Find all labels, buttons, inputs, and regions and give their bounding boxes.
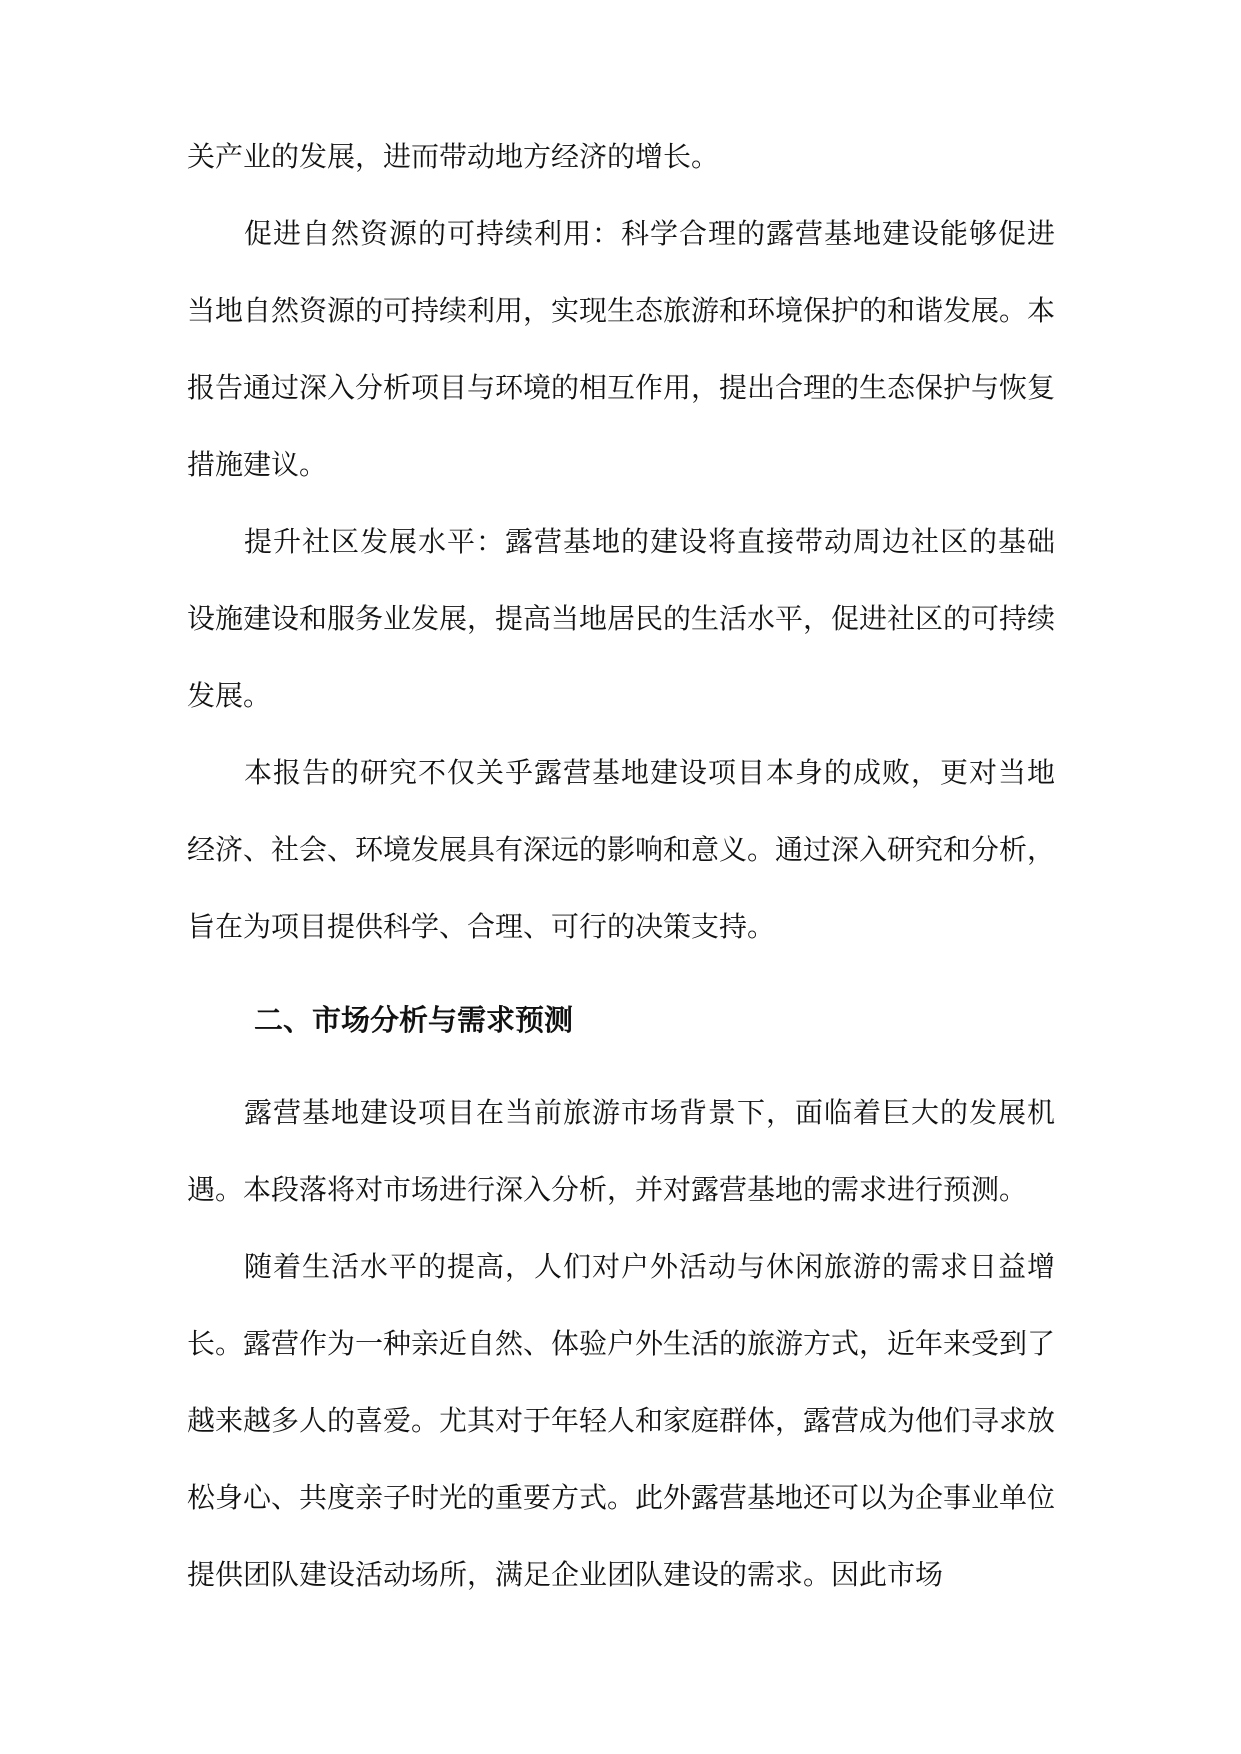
paragraph-market-demand: 随着生活水平的提高，人们对户外活动与休闲旅游的需求日益增长。露营作为一种亲近自然、体验户外生活的旅游方式，近年来受到了越来越多人的喜爱。尤其对于年轻人和家庭群体，露营成为他们寻求放松身心、共度亲子时光的重要方式。此外露营基地还可以为企事业单位提供团队建设活动场所，满足企业团队建设的需求。因此市场 (187, 1250, 1056, 1591)
paragraph-research-significance: 本报告的研究不仅关乎露营基地建设项目本身的成败，更对当地经济、社会、环境发展具有深远的影响和意义。通过深入研究和分析，旨在为项目提供科学、合理、可行的决策支持。 (187, 756, 1056, 943)
paragraph-market-intro: 露营基地建设项目在当前旅游市场背景下，面临着巨大的发展机遇。本段落将对市场进行深入分析，并对露营基地的需求进行预测。 (187, 1096, 1055, 1206)
section-heading: 二、市场分析与需求预测 (254, 1003, 574, 1037)
text-block-upper (187, 118, 1055, 965)
paragraph-natural-resources: 促进自然资源的可持续利用：科学合理的露营基地建设能够促进当地自然资源的可持续利用，实现生态旅游和环境保护的和谐发展。本报告通过深入分析项目与环境的相互作用，提出合理的生态保护与恢复措施建议。 (187, 217, 1056, 481)
text-block-lower (187, 1074, 1055, 1613)
paragraph-community-development: 提升社区发展水平：露营基地的建设将直接带动周边社区的基础设施建设和服务业发展，提高当地居民的生活水平，促进社区的可持续发展。 (187, 525, 1056, 712)
paragraph-continuation: 关产业的发展，进而带动地方经济的增长。 (187, 140, 720, 173)
